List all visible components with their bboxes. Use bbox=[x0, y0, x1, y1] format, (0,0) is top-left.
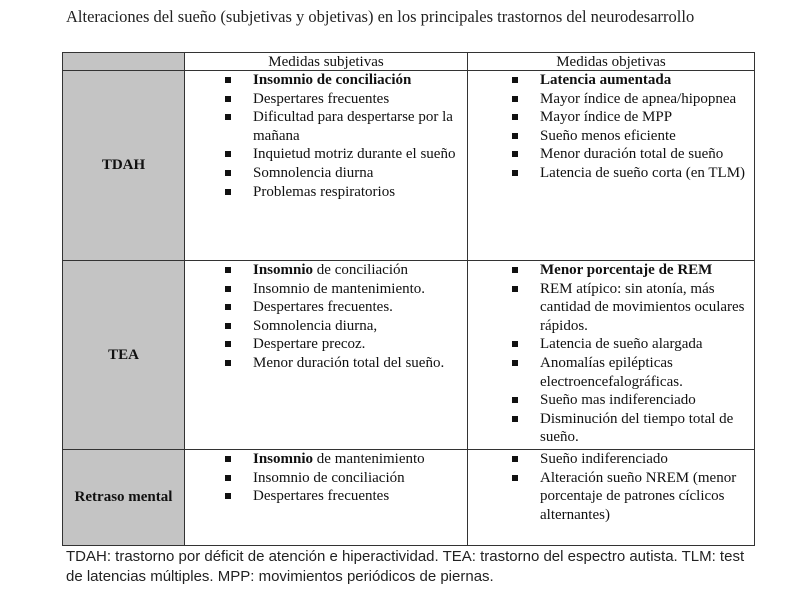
bullet-icon bbox=[225, 96, 231, 102]
subjective-list-retraso bbox=[185, 450, 467, 506]
bullet-icon bbox=[512, 341, 518, 347]
bullet-icon bbox=[512, 77, 518, 83]
list-item: Despertares frecuentes bbox=[253, 487, 467, 506]
list-item: Sueño menos eficiente bbox=[540, 127, 754, 146]
bullet-icon bbox=[512, 170, 518, 176]
cell-tdah-objective bbox=[468, 71, 755, 261]
bullet-icon bbox=[225, 493, 231, 499]
bullet-icon bbox=[225, 286, 231, 292]
subjective-list-tea bbox=[185, 261, 467, 373]
table-footnote: TDAH: trastorno por déficit de atención e hiperactividad. TEA: trastorno del espectro autista. TLM: test de latencias múltiples. MPP: movimientos periódicos de piernas. bbox=[66, 548, 745, 585]
bullet-icon bbox=[512, 397, 518, 403]
table-row-tdah bbox=[63, 71, 755, 261]
list-item: Menor porcentaje de REM bbox=[540, 261, 754, 280]
header-corner-cell bbox=[63, 53, 185, 71]
header-objective: Medidas objetivas bbox=[468, 53, 755, 71]
bullet-icon bbox=[225, 360, 231, 366]
list-item: Insomnio de mantenimiento bbox=[253, 450, 467, 469]
cell-retraso-subjective bbox=[185, 450, 468, 546]
bullet-icon bbox=[225, 341, 231, 347]
list-item: Mayor índice de MPP bbox=[540, 108, 754, 127]
cell-tdah-subjective bbox=[185, 71, 468, 261]
row-label-tdah: TDAH bbox=[63, 71, 185, 261]
bullet-icon bbox=[512, 114, 518, 120]
bullet-icon bbox=[225, 77, 231, 83]
bullet-icon bbox=[512, 133, 518, 139]
objective-list-tea bbox=[468, 261, 754, 447]
cell-tea-objective bbox=[468, 261, 755, 450]
list-item: Menor duración total de sueño bbox=[540, 145, 754, 164]
bullet-icon bbox=[225, 189, 231, 195]
row-label-tea: TEA bbox=[63, 261, 185, 450]
objective-list-retraso bbox=[468, 450, 754, 524]
cell-tea-subjective bbox=[185, 261, 468, 450]
table-row-tea bbox=[63, 261, 755, 450]
bullet-icon bbox=[225, 114, 231, 120]
bullet-icon bbox=[512, 360, 518, 366]
bullet-icon bbox=[225, 456, 231, 462]
bullet-icon bbox=[225, 323, 231, 329]
bullet-icon bbox=[225, 267, 231, 273]
list-item: Insomnio de conciliación bbox=[253, 71, 467, 90]
list-item: Insomnio de conciliación bbox=[253, 469, 467, 488]
list-item: Insomnio de mantenimiento. bbox=[253, 280, 467, 299]
bullet-icon bbox=[512, 267, 518, 273]
bullet-icon bbox=[512, 475, 518, 481]
row-label-retraso-mental: Retraso mental bbox=[63, 450, 185, 546]
bullet-icon bbox=[225, 304, 231, 310]
bullet-icon bbox=[512, 96, 518, 102]
list-item: Despertares frecuentes. bbox=[253, 298, 467, 317]
sleep-disorders-table bbox=[62, 52, 755, 546]
bullet-icon bbox=[512, 286, 518, 292]
list-item: Insomnio de conciliación bbox=[253, 261, 467, 280]
list-item: Inquietud motriz durante el sueño bbox=[253, 145, 467, 164]
objective-list-tdah bbox=[468, 71, 754, 183]
bullet-icon bbox=[512, 456, 518, 462]
list-item: Despertare precoz. bbox=[253, 335, 467, 354]
subjective-list-tdah bbox=[185, 71, 467, 201]
bullet-icon bbox=[225, 475, 231, 481]
list-item: Disminución del tiempo total de sueño. bbox=[540, 410, 754, 447]
cell-retraso-objective bbox=[468, 450, 755, 546]
table-row-retraso-mental bbox=[63, 450, 755, 546]
list-item: Dificultad para despertarse por la mañana bbox=[253, 108, 467, 145]
list-item: Sueño mas indiferenciado bbox=[540, 391, 754, 410]
list-item: Latencia de sueño corta (en TLM) bbox=[540, 164, 754, 183]
header-row bbox=[63, 53, 755, 71]
bullet-icon bbox=[512, 151, 518, 157]
list-item: Problemas respiratorios bbox=[253, 183, 467, 202]
list-item: Mayor índice de apnea/hipopnea bbox=[540, 90, 754, 109]
list-item: Somnolencia diurna bbox=[253, 164, 467, 183]
list-item: REM atípico: sin atonía, más cantidad de movimientos oculares rápidos. bbox=[540, 280, 754, 336]
header-subjective: Medidas subjetivas bbox=[185, 53, 468, 71]
bullet-icon bbox=[512, 416, 518, 422]
list-item: Alteración sueño NREM (menor porcentaje de patrones cíclicos alternantes) bbox=[540, 469, 754, 525]
bullet-icon bbox=[225, 151, 231, 157]
list-item: Sueño indiferenciado bbox=[540, 450, 754, 469]
list-item: Anomalías epilépticas electroencefalográficas. bbox=[540, 354, 754, 391]
list-item: Somnolencia diurna, bbox=[253, 317, 467, 336]
list-item: Menor duración total del sueño. bbox=[253, 354, 467, 373]
table-caption: Alteraciones del sueño (subjetivas y objetivas) en los principales trastornos del neurodesarrollo bbox=[66, 7, 695, 26]
bullet-icon bbox=[225, 170, 231, 176]
list-item: Latencia de sueño alargada bbox=[540, 335, 754, 354]
list-item: Latencia aumentada bbox=[540, 71, 754, 90]
list-item: Despertares frecuentes bbox=[253, 90, 467, 109]
